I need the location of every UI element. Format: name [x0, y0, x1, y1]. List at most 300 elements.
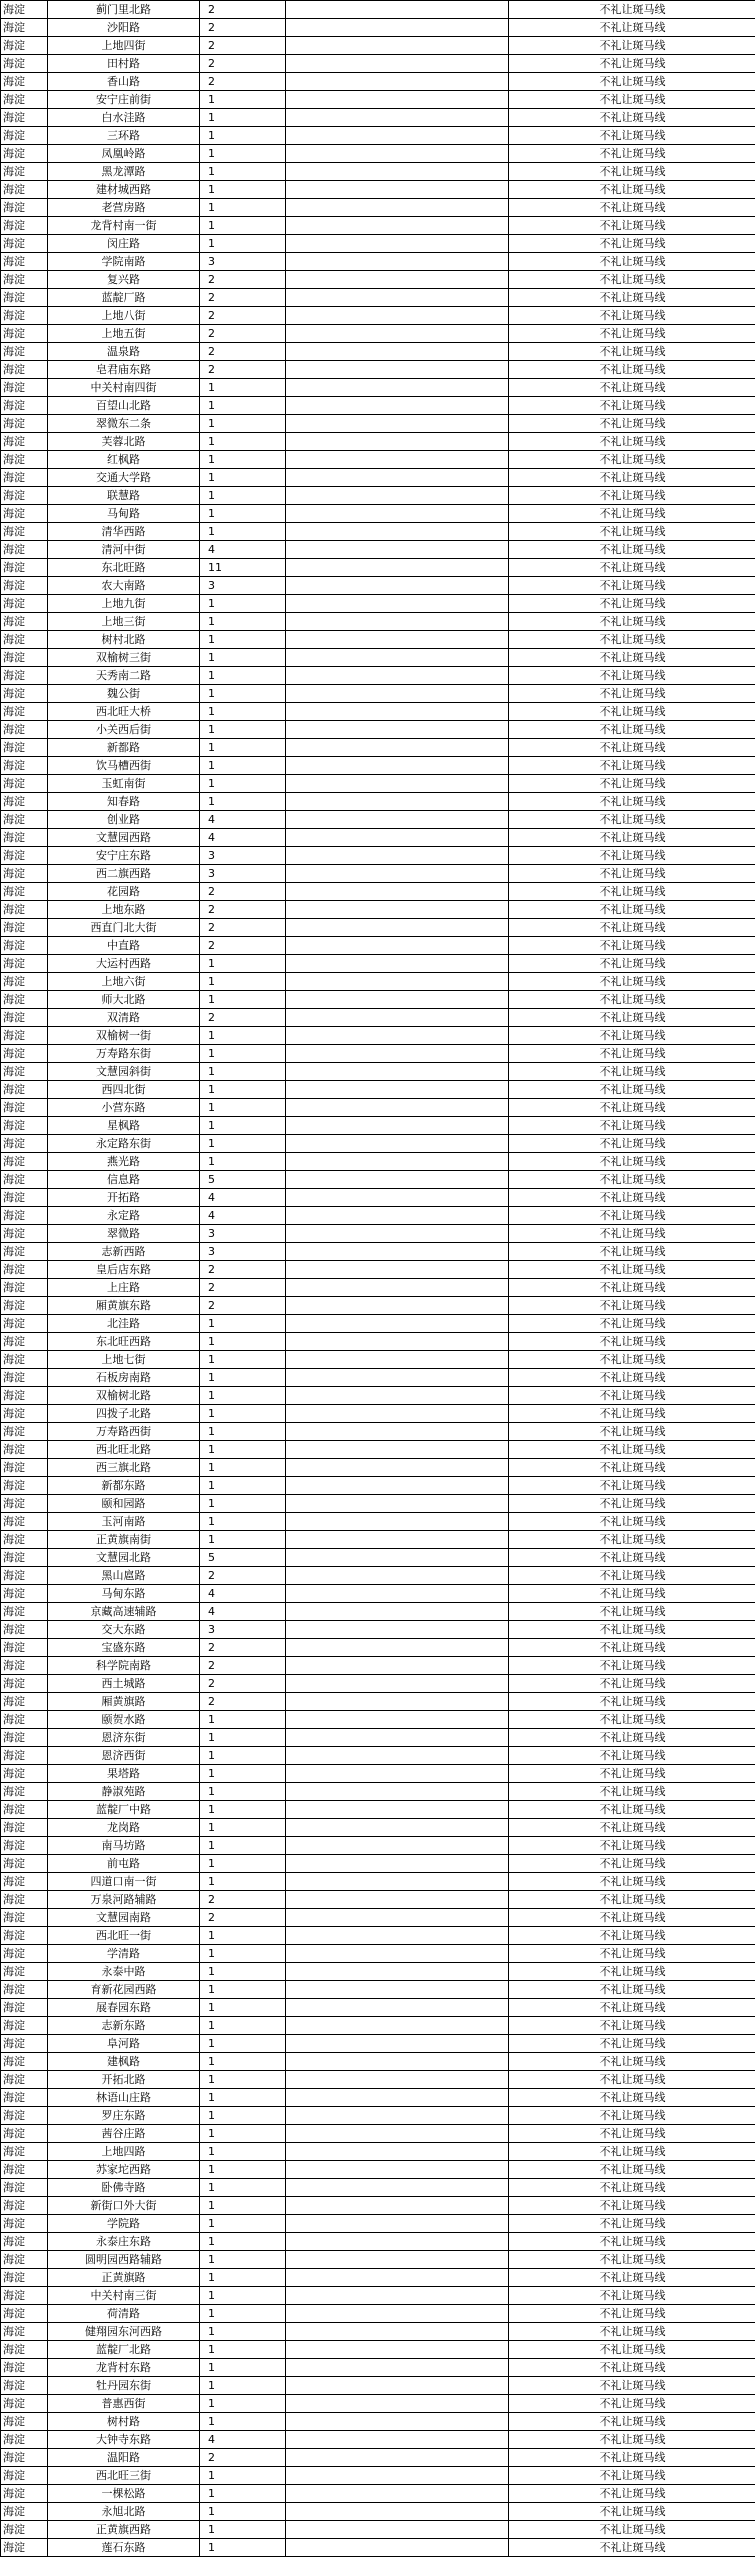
violation-cell: 不礼让斑马线 — [509, 2539, 755, 2557]
table-row — [1, 559, 755, 577]
violation-cell: 不礼让斑马线 — [509, 919, 755, 937]
district-cell: 海淀 — [1, 1513, 48, 1531]
violation-cell: 不礼让斑马线 — [509, 667, 755, 685]
empty-cell — [286, 1531, 509, 1549]
empty-cell — [286, 2197, 509, 2215]
violation-cell: 不礼让斑马线 — [509, 793, 755, 811]
empty-cell — [286, 775, 509, 793]
violation-cell: 不礼让斑马线 — [509, 1189, 755, 1207]
empty-cell — [286, 955, 509, 973]
violation-cell: 不礼让斑马线 — [509, 1891, 755, 1909]
table-row — [1, 2269, 755, 2287]
violation-cell: 不礼让斑马线 — [509, 1621, 755, 1639]
table-row — [1, 991, 755, 1009]
road-name-cell: 新都东路 — [48, 1477, 200, 1495]
empty-cell — [286, 361, 509, 379]
road-name-cell: 联慧路 — [48, 487, 200, 505]
road-name-cell: 果塔路 — [48, 1765, 200, 1783]
count-cell: 2 — [200, 1639, 286, 1657]
count-cell: 3 — [200, 577, 286, 595]
violation-cell: 不礼让斑马线 — [509, 2377, 755, 2395]
count-cell: 1 — [200, 1387, 286, 1405]
violation-cell: 不礼让斑马线 — [509, 613, 755, 631]
count-cell: 2 — [200, 937, 286, 955]
road-name-cell: 开拓路 — [48, 1189, 200, 1207]
violation-cell: 不礼让斑马线 — [509, 289, 755, 307]
table-row — [1, 1927, 755, 1945]
count-cell: 1 — [200, 1945, 286, 1963]
count-cell: 1 — [200, 757, 286, 775]
road-name-cell: 交大东路 — [48, 1621, 200, 1639]
road-name-cell: 天秀南二路 — [48, 667, 200, 685]
violation-cell: 不礼让斑马线 — [509, 757, 755, 775]
road-name-cell: 玉河南路 — [48, 1513, 200, 1531]
count-cell: 2 — [200, 2449, 286, 2467]
count-cell: 2 — [200, 1909, 286, 1927]
violation-cell: 不礼让斑马线 — [509, 649, 755, 667]
empty-cell — [286, 2107, 509, 2125]
empty-cell — [286, 613, 509, 631]
district-cell: 海淀 — [1, 2431, 48, 2449]
table-row — [1, 2071, 755, 2089]
table-row — [1, 2089, 755, 2107]
count-cell: 1 — [200, 2485, 286, 2503]
empty-cell — [286, 1513, 509, 1531]
road-name-cell: 正黄旗西路 — [48, 2521, 200, 2539]
road-name-cell: 翠微东二条 — [48, 415, 200, 433]
count-cell: 1 — [200, 2233, 286, 2251]
table-row — [1, 433, 755, 451]
table-row — [1, 109, 755, 127]
violation-cell: 不礼让斑马线 — [509, 2215, 755, 2233]
table-row — [1, 919, 755, 937]
violation-cell: 不礼让斑马线 — [509, 325, 755, 343]
violation-cell: 不礼让斑马线 — [509, 937, 755, 955]
road-name-cell: 皇后店东路 — [48, 1261, 200, 1279]
road-name-cell: 志新西路 — [48, 1243, 200, 1261]
violation-cell: 不礼让斑马线 — [509, 1351, 755, 1369]
road-name-cell: 阜河路 — [48, 2035, 200, 2053]
violation-cell: 不礼让斑马线 — [509, 109, 755, 127]
table-row — [1, 253, 755, 271]
count-cell: 1 — [200, 2251, 286, 2269]
count-cell: 1 — [200, 127, 286, 145]
count-cell: 1 — [200, 2071, 286, 2089]
table-row — [1, 829, 755, 847]
road-name-cell: 南马坊路 — [48, 1837, 200, 1855]
district-cell: 海淀 — [1, 991, 48, 1009]
district-cell: 海淀 — [1, 1189, 48, 1207]
violation-cell: 不礼让斑马线 — [509, 1207, 755, 1225]
violation-cell: 不礼让斑马线 — [509, 1837, 755, 1855]
table-row — [1, 91, 755, 109]
district-cell: 海淀 — [1, 1333, 48, 1351]
count-cell: 1 — [200, 1099, 286, 1117]
violation-cell: 不礼让斑马线 — [509, 1711, 755, 1729]
road-name-cell: 星枫路 — [48, 1117, 200, 1135]
district-cell: 海淀 — [1, 1099, 48, 1117]
road-name-cell: 罗庄东路 — [48, 2107, 200, 2125]
district-cell: 海淀 — [1, 739, 48, 757]
road-name-cell: 正黄旗南街 — [48, 1531, 200, 1549]
table-row — [1, 1855, 755, 1873]
table-row — [1, 379, 755, 397]
road-name-cell: 新街口外大街 — [48, 2197, 200, 2215]
road-name-cell: 师大北路 — [48, 991, 200, 1009]
district-cell: 海淀 — [1, 343, 48, 361]
table-row — [1, 793, 755, 811]
road-name-cell: 双榆树一街 — [48, 1027, 200, 1045]
road-name-cell: 马甸东路 — [48, 1585, 200, 1603]
table-row — [1, 2485, 755, 2503]
empty-cell — [286, 2215, 509, 2233]
district-cell: 海淀 — [1, 397, 48, 415]
empty-cell — [286, 685, 509, 703]
table-row — [1, 577, 755, 595]
count-cell: 2 — [200, 1261, 286, 1279]
empty-cell — [286, 37, 509, 55]
empty-cell — [286, 1135, 509, 1153]
road-name-cell: 中直路 — [48, 937, 200, 955]
empty-cell — [286, 1891, 509, 1909]
district-cell: 海淀 — [1, 505, 48, 523]
empty-cell — [286, 2395, 509, 2413]
road-name-cell: 前屯路 — [48, 1855, 200, 1873]
road-name-cell: 学清路 — [48, 1945, 200, 1963]
violation-cell: 不礼让斑马线 — [509, 1459, 755, 1477]
road-name-cell: 蓝靛厂中路 — [48, 1801, 200, 1819]
road-name-cell: 中关村南三街 — [48, 2287, 200, 2305]
table-row — [1, 37, 755, 55]
count-cell: 1 — [200, 199, 286, 217]
violation-cell: 不礼让斑马线 — [509, 1423, 755, 1441]
district-cell: 海淀 — [1, 1297, 48, 1315]
count-cell: 4 — [200, 541, 286, 559]
empty-cell — [286, 307, 509, 325]
count-cell: 1 — [200, 685, 286, 703]
district-cell: 海淀 — [1, 1081, 48, 1099]
district-cell: 海淀 — [1, 19, 48, 37]
empty-cell — [286, 1477, 509, 1495]
district-cell: 海淀 — [1, 2449, 48, 2467]
table-row — [1, 1009, 755, 1027]
district-cell: 海淀 — [1, 1819, 48, 1837]
road-name-cell: 小关西后街 — [48, 721, 200, 739]
table-row — [1, 1657, 755, 1675]
violation-cell: 不礼让斑马线 — [509, 1657, 755, 1675]
count-cell: 1 — [200, 1063, 286, 1081]
table-row — [1, 1585, 755, 1603]
count-cell: 1 — [200, 1045, 286, 1063]
empty-cell — [286, 1495, 509, 1513]
violation-cell: 不礼让斑马线 — [509, 1783, 755, 1801]
count-cell: 2 — [200, 19, 286, 37]
table-row — [1, 649, 755, 667]
road-name-cell: 苏家坨西路 — [48, 2161, 200, 2179]
empty-cell — [286, 1171, 509, 1189]
table-row — [1, 2107, 755, 2125]
count-cell: 1 — [200, 379, 286, 397]
empty-cell — [286, 1549, 509, 1567]
empty-cell — [286, 667, 509, 685]
road-name-cell: 东北旺西路 — [48, 1333, 200, 1351]
empty-cell — [286, 1945, 509, 1963]
district-cell: 海淀 — [1, 2161, 48, 2179]
district-cell: 海淀 — [1, 1999, 48, 2017]
district-cell: 海淀 — [1, 1909, 48, 1927]
table-row — [1, 1909, 755, 1927]
district-cell: 海淀 — [1, 1711, 48, 1729]
district-cell: 海淀 — [1, 2467, 48, 2485]
table-row — [1, 1405, 755, 1423]
district-cell: 海淀 — [1, 973, 48, 991]
empty-cell — [286, 1675, 509, 1693]
district-cell: 海淀 — [1, 847, 48, 865]
count-cell: 1 — [200, 595, 286, 613]
violation-cell: 不礼让斑马线 — [509, 2431, 755, 2449]
count-cell: 1 — [200, 1783, 286, 1801]
count-cell: 2 — [200, 1675, 286, 1693]
district-cell: 海淀 — [1, 1567, 48, 1585]
district-cell: 海淀 — [1, 1729, 48, 1747]
road-name-cell: 卧佛寺路 — [48, 2179, 200, 2197]
district-cell: 海淀 — [1, 757, 48, 775]
count-cell: 1 — [200, 1729, 286, 1747]
table-body — [1, 1, 755, 2557]
empty-cell — [286, 1603, 509, 1621]
road-name-cell: 皂君庙东路 — [48, 361, 200, 379]
count-cell: 1 — [200, 1405, 286, 1423]
empty-cell — [286, 739, 509, 757]
table-row — [1, 2305, 755, 2323]
road-name-cell: 文慧园西路 — [48, 829, 200, 847]
table-row — [1, 775, 755, 793]
count-cell: 1 — [200, 793, 286, 811]
empty-cell — [286, 1567, 509, 1585]
district-cell: 海淀 — [1, 1153, 48, 1171]
table-row — [1, 2539, 755, 2557]
empty-cell — [286, 919, 509, 937]
violation-cell: 不礼让斑马线 — [509, 2071, 755, 2089]
empty-cell — [286, 109, 509, 127]
violation-cell: 不礼让斑马线 — [509, 577, 755, 595]
count-cell: 1 — [200, 109, 286, 127]
violation-cell: 不礼让斑马线 — [509, 1225, 755, 1243]
count-cell: 1 — [200, 235, 286, 253]
district-cell: 海淀 — [1, 1117, 48, 1135]
district-cell: 海淀 — [1, 1783, 48, 1801]
table-row — [1, 1153, 755, 1171]
road-name-cell: 温泉路 — [48, 343, 200, 361]
violation-cell: 不礼让斑马线 — [509, 361, 755, 379]
road-name-cell: 万泉河路辅路 — [48, 1891, 200, 1909]
district-cell: 海淀 — [1, 1765, 48, 1783]
table-row — [1, 1423, 755, 1441]
violation-cell: 不礼让斑马线 — [509, 1585, 755, 1603]
violation-cell: 不礼让斑马线 — [509, 2449, 755, 2467]
empty-cell — [286, 2323, 509, 2341]
violation-cell: 不礼让斑马线 — [509, 1513, 755, 1531]
table-row — [1, 1891, 755, 1909]
empty-cell — [286, 2017, 509, 2035]
road-name-cell: 厢黄旗路 — [48, 1693, 200, 1711]
empty-cell — [286, 883, 509, 901]
violation-cell: 不礼让斑马线 — [509, 2287, 755, 2305]
district-cell: 海淀 — [1, 1639, 48, 1657]
count-cell: 3 — [200, 865, 286, 883]
empty-cell — [286, 1819, 509, 1837]
count-cell: 1 — [200, 1423, 286, 1441]
road-name-cell: 永旭北路 — [48, 2503, 200, 2521]
count-cell: 1 — [200, 1819, 286, 1837]
road-name-cell: 西二旗西路 — [48, 865, 200, 883]
road-name-cell: 芙蓉北路 — [48, 433, 200, 451]
table-row — [1, 1981, 755, 1999]
count-cell: 1 — [200, 1081, 286, 1099]
road-name-cell: 永定路东街 — [48, 1135, 200, 1153]
empty-cell — [286, 1117, 509, 1135]
district-cell: 海淀 — [1, 1171, 48, 1189]
empty-cell — [286, 1297, 509, 1315]
table-row — [1, 757, 755, 775]
empty-cell — [286, 55, 509, 73]
count-cell: 4 — [200, 2431, 286, 2449]
violation-cell: 不礼让斑马线 — [509, 1927, 755, 1945]
count-cell: 1 — [200, 1855, 286, 1873]
violation-cell: 不礼让斑马线 — [509, 271, 755, 289]
empty-cell — [286, 1639, 509, 1657]
violation-cell: 不礼让斑马线 — [509, 1729, 755, 1747]
count-cell: 2 — [200, 73, 286, 91]
empty-cell — [286, 1045, 509, 1063]
district-cell: 海淀 — [1, 289, 48, 307]
violation-cell: 不礼让斑马线 — [509, 1981, 755, 1999]
table-row — [1, 1999, 755, 2017]
road-name-cell: 沙阳路 — [48, 19, 200, 37]
district-cell: 海淀 — [1, 37, 48, 55]
district-cell: 海淀 — [1, 2269, 48, 2287]
table-row — [1, 181, 755, 199]
district-cell: 海淀 — [1, 145, 48, 163]
district-cell: 海淀 — [1, 937, 48, 955]
count-cell: 5 — [200, 1549, 286, 1567]
empty-cell — [286, 937, 509, 955]
violation-cell: 不礼让斑马线 — [509, 1135, 755, 1153]
violation-cell: 不礼让斑马线 — [509, 1531, 755, 1549]
count-cell: 1 — [200, 1981, 286, 1999]
road-name-cell: 静淑苑路 — [48, 1783, 200, 1801]
violation-cell: 不礼让斑马线 — [509, 2161, 755, 2179]
table-row — [1, 1711, 755, 1729]
district-cell: 海淀 — [1, 2089, 48, 2107]
table-row — [1, 2125, 755, 2143]
violation-cell: 不礼让斑马线 — [509, 2359, 755, 2377]
district-cell: 海淀 — [1, 73, 48, 91]
count-cell: 1 — [200, 703, 286, 721]
empty-cell — [286, 469, 509, 487]
count-cell: 1 — [200, 649, 286, 667]
count-cell: 1 — [200, 2323, 286, 2341]
count-cell: 1 — [200, 1963, 286, 1981]
district-cell: 海淀 — [1, 1801, 48, 1819]
violation-cell: 不礼让斑马线 — [509, 199, 755, 217]
empty-cell — [286, 1189, 509, 1207]
road-name-cell: 宝盛东路 — [48, 1639, 200, 1657]
violation-cell: 不礼让斑马线 — [509, 2467, 755, 2485]
count-cell: 1 — [200, 2215, 286, 2233]
empty-cell — [286, 1459, 509, 1477]
count-cell: 2 — [200, 343, 286, 361]
violation-cell: 不礼让斑马线 — [509, 811, 755, 829]
table-row — [1, 1495, 755, 1513]
district-cell: 海淀 — [1, 1279, 48, 1297]
table-row — [1, 1567, 755, 1585]
empty-cell — [286, 523, 509, 541]
district-cell: 海淀 — [1, 2233, 48, 2251]
district-cell: 海淀 — [1, 631, 48, 649]
count-cell: 1 — [200, 2053, 286, 2071]
empty-cell — [286, 811, 509, 829]
table-row — [1, 1963, 755, 1981]
road-name-cell: 翠微路 — [48, 1225, 200, 1243]
empty-cell — [286, 901, 509, 919]
district-cell: 海淀 — [1, 865, 48, 883]
violation-cell: 不礼让斑马线 — [509, 1117, 755, 1135]
table-row — [1, 847, 755, 865]
empty-cell — [286, 1, 509, 19]
count-cell: 1 — [200, 2179, 286, 2197]
count-cell: 1 — [200, 1153, 286, 1171]
empty-cell — [286, 973, 509, 991]
violation-cell: 不礼让斑马线 — [509, 2233, 755, 2251]
violation-cell: 不礼让斑马线 — [509, 739, 755, 757]
table-row — [1, 73, 755, 91]
road-name-cell: 双清路 — [48, 1009, 200, 1027]
table-row — [1, 883, 755, 901]
table-row — [1, 865, 755, 883]
violation-cell: 不礼让斑马线 — [509, 1243, 755, 1261]
count-cell: 2 — [200, 1297, 286, 1315]
road-name-cell: 牡丹园东街 — [48, 2377, 200, 2395]
count-cell: 3 — [200, 847, 286, 865]
count-cell: 1 — [200, 217, 286, 235]
road-name-cell: 建枫路 — [48, 2053, 200, 2071]
count-cell: 1 — [200, 451, 286, 469]
table-row — [1, 523, 755, 541]
empty-cell — [286, 1351, 509, 1369]
road-name-cell: 双榆树北路 — [48, 1387, 200, 1405]
empty-cell — [286, 325, 509, 343]
violation-cell: 不礼让斑马线 — [509, 1693, 755, 1711]
empty-cell — [286, 127, 509, 145]
road-name-cell: 清河中街 — [48, 541, 200, 559]
district-cell: 海淀 — [1, 1873, 48, 1891]
count-cell: 2 — [200, 307, 286, 325]
empty-cell — [286, 1279, 509, 1297]
empty-cell — [286, 253, 509, 271]
district-cell: 海淀 — [1, 1405, 48, 1423]
district-cell: 海淀 — [1, 1459, 48, 1477]
table-row — [1, 1459, 755, 1477]
table-row — [1, 1063, 755, 1081]
road-name-cell: 科学院南路 — [48, 1657, 200, 1675]
empty-cell — [286, 1063, 509, 1081]
violation-cell: 不礼让斑马线 — [509, 1873, 755, 1891]
count-cell: 4 — [200, 1585, 286, 1603]
count-cell: 3 — [200, 1621, 286, 1639]
count-cell: 1 — [200, 775, 286, 793]
empty-cell — [286, 1387, 509, 1405]
